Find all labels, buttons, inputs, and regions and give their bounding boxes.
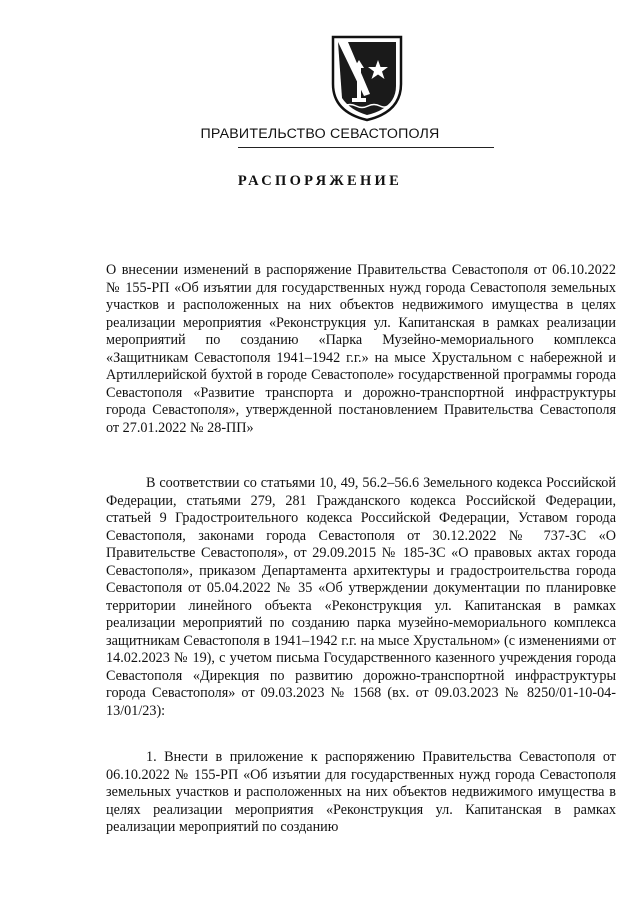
sevastopol-coat-of-arms-icon [330,34,404,122]
preamble-paragraph: В соответствии со статьями 10, 49, 56.2–56.6 Земельного кодекса Российской Федерации, статьями 279, 281 Гражданского кодекса Российской Федерации, статьей 9 Градостроительного кодекса Российской Федерации, Уставом города Севастополя, законами города Севастополя от 30.12.2022 № 737-ЗС «О Правительстве Севастополя», от 29.09.2015 № 185-ЗС «О правовых актах города Севастополя», приказом Департамента архитектуры и градостроительства города Севастополя от 05.04.2022 № 35 «Об утверждении документации по планировке территории линейного объекта «Реконструкция ул. Капитанская в рамках реализации мероприятий по созданию парка музейно-мемориального комплекса защитникам Севастополя в 1941–1942 г.г. на мысе Хрустальном» (с изменениями от 14.02.2023 № 19), с учетом письма Государственного казенного учреждения города Севастополя «Дирекция по развитию дорожно-транспортной инфраструктуры города Севастополя» от 09.03.2023 № 1568 (вх. от 09.03.2023 № 8250/01-10-04-13/01/23): [106,475,616,719]
document-subject: О внесении изменений в распоряжение Правительства Севастополя от 06.10.2022 № 155-РП «Об изъятии для государственных нужд города Севастополя земельных участков и расположенных на них объектов недвижимого имущества в целях реализации мероприятия «Реконструкция ул. Капитанская в рамках реализации мероприятий по созданию «Парка Музейно-мемориального комплекса «Защитникам Севастополя 1941–1942 г.г.» на мысе Хрустальном с набережной и Артиллерийской бухтой в городе Севастополе» государственной программы города Севастополя «Развитие транспорта и дорожно-транспортной инфраструктуры города Севастополя», утвержденной постановлением Правительства Севастополя от 27.01.2022 № 28-ПП» [106,262,616,436]
organization-name: ПРАВИТЕЛЬСТВО СЕВАСТОПОЛЯ [200,126,440,142]
item-1-paragraph: 1. Внести в приложение к распоряжению Правительства Севастополя от 06.10.2022 № 155-РП «Об изъятии для государственных нужд города Севастополя земельных участков и расположенных на них объектов недвижимого имущества в целях реализации мероприятия «Реконструкция ул. Капитанская в рамках реализации мероприятий по созданию [106,749,616,835]
organization-underline [238,147,494,148]
document-type-title: РАСПОРЯЖЕНИЕ [237,173,403,189]
